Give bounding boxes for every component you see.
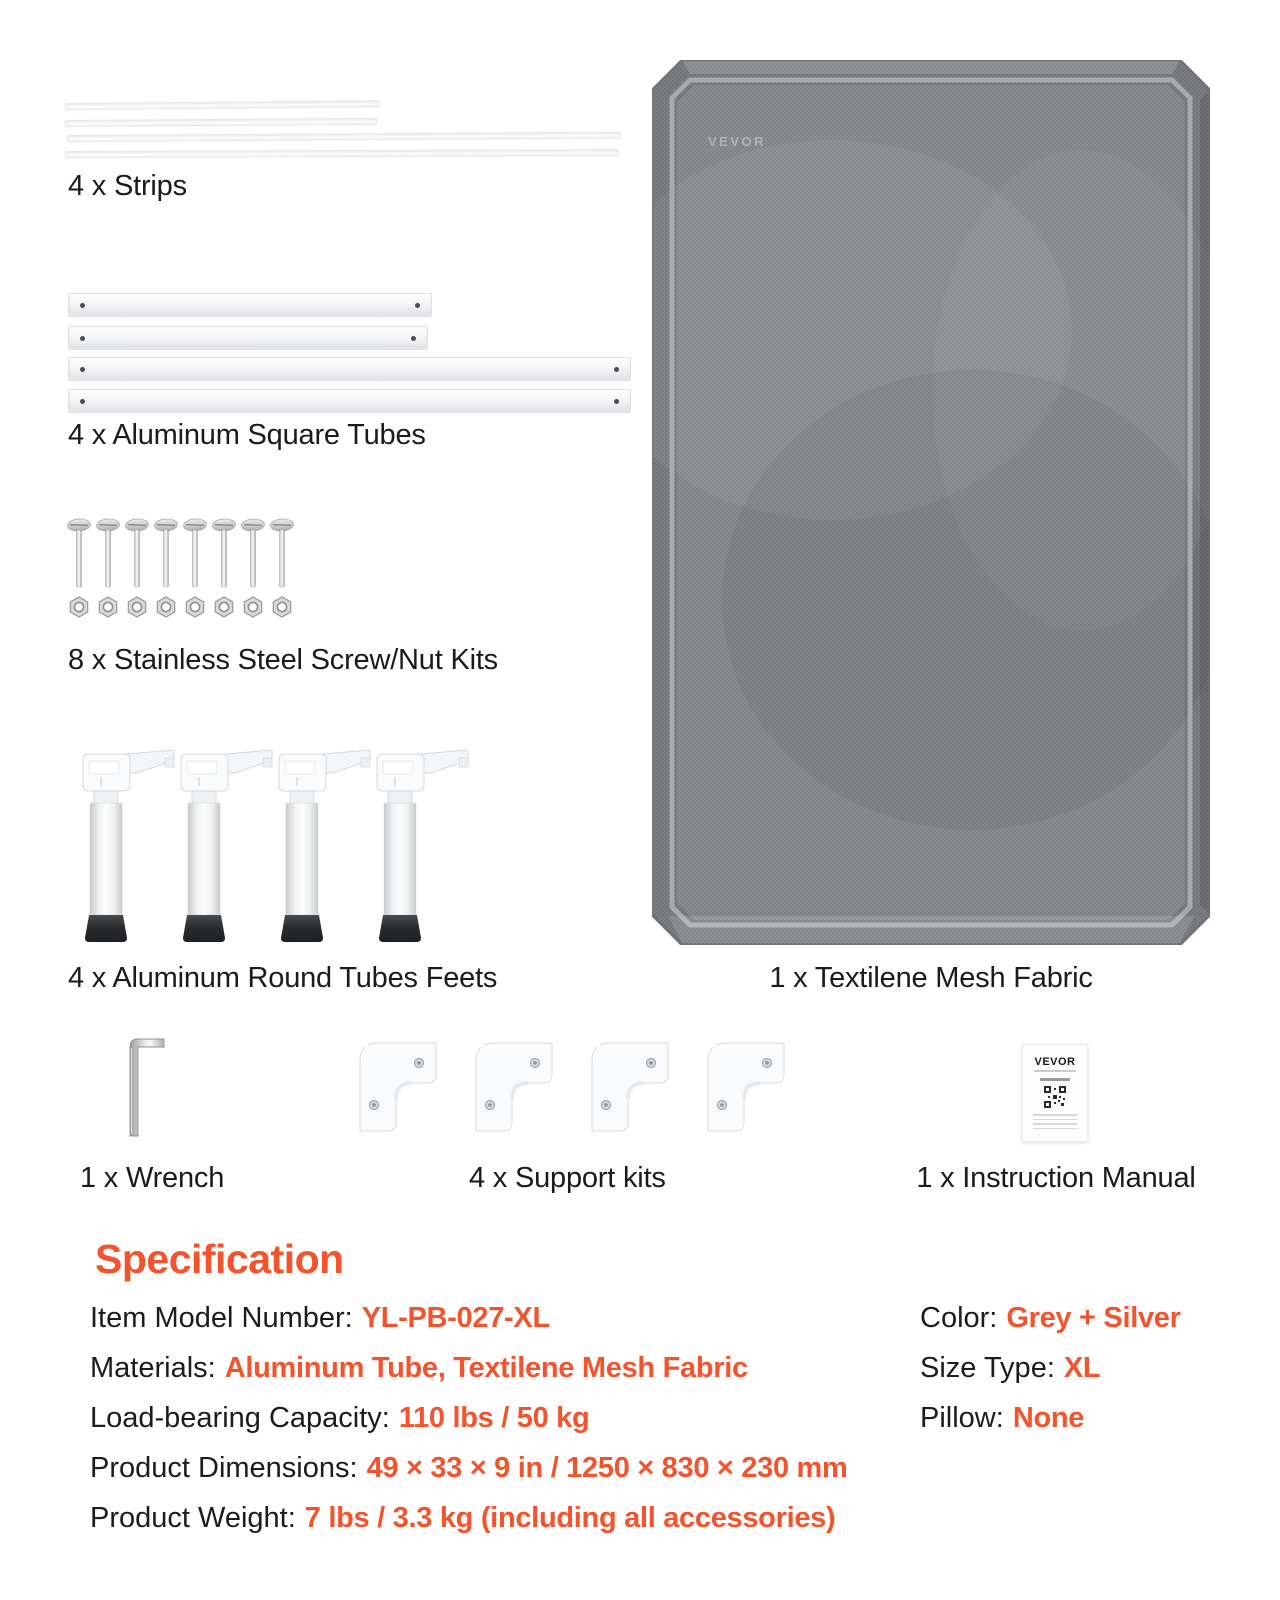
round-tube-feet-label: 4 x Aluminum Round Tubes Feets bbox=[68, 962, 498, 994]
manual-tagline-bar bbox=[1034, 1070, 1076, 1072]
spec-row-pillow bbox=[920, 1393, 1181, 1443]
screw-nut-kit bbox=[153, 518, 179, 620]
spec-row-weight bbox=[90, 1493, 848, 1543]
spec-value: XL bbox=[1063, 1351, 1101, 1384]
support-bracket bbox=[353, 1034, 443, 1138]
wrench-label: 1 x Wrench bbox=[80, 1162, 225, 1194]
spec-value: 7 lbs / 3.3 kg (including all accessories) bbox=[304, 1501, 836, 1534]
mesh-vevor-watermark: VEVOR bbox=[708, 134, 767, 149]
square-tube bbox=[68, 389, 631, 413]
leg bbox=[277, 742, 372, 945]
screw-nut-kit bbox=[124, 518, 150, 620]
spec-value: 110 lbs / 50 kg bbox=[398, 1401, 590, 1434]
screw-nut-kit bbox=[269, 518, 295, 620]
spec-value: YL-PB-027-XL bbox=[361, 1301, 550, 1334]
strip bbox=[65, 100, 380, 110]
leg bbox=[179, 742, 274, 945]
strips-label: 4 x Strips bbox=[68, 170, 187, 202]
square-tube bbox=[68, 326, 428, 350]
manual-text-bar bbox=[1033, 1119, 1077, 1121]
specification-left-column bbox=[90, 1293, 848, 1543]
support-kits-figure bbox=[353, 1034, 791, 1138]
strip bbox=[65, 149, 619, 158]
square-tube bbox=[68, 293, 432, 317]
screw-nut-kit bbox=[240, 518, 266, 620]
spec-value: 49 × 33 × 9 in / 1250 × 830 × 230 mm bbox=[366, 1451, 848, 1484]
screw-nut-kit bbox=[211, 518, 237, 620]
spec-label: Product Dimensions: bbox=[90, 1451, 358, 1484]
spec-row-color bbox=[920, 1293, 1181, 1343]
leg bbox=[81, 742, 176, 945]
support-bracket bbox=[701, 1034, 791, 1138]
manual-vevor-logo: VEVOR bbox=[1034, 1056, 1076, 1068]
spec-row-model-number bbox=[90, 1293, 848, 1343]
spec-label: Load-bearing Capacity: bbox=[90, 1401, 390, 1434]
spec-row-materials bbox=[90, 1343, 848, 1393]
spec-row-size-type bbox=[920, 1343, 1181, 1393]
spec-label: Pillow: bbox=[920, 1401, 1004, 1434]
strip bbox=[65, 118, 377, 127]
manual-title-bar bbox=[1040, 1078, 1070, 1081]
screw-nut-kit bbox=[66, 518, 92, 620]
manual-text-bar bbox=[1033, 1123, 1077, 1125]
support-kits-label: 4 x Support kits bbox=[469, 1162, 666, 1194]
screw-nut-kits-figure bbox=[66, 518, 295, 620]
spec-value: None bbox=[1012, 1401, 1085, 1434]
mesh-fabric-label: 1 x Textilene Mesh Fabric bbox=[769, 962, 1093, 994]
screw-nut-kit bbox=[182, 518, 208, 620]
manual-text-bar bbox=[1033, 1128, 1077, 1130]
mesh-fabric-figure bbox=[652, 60, 1210, 945]
square-tubes-label: 4 x Aluminum Square Tubes bbox=[68, 419, 426, 451]
screw-nut-kit bbox=[95, 518, 121, 620]
spec-value: Aluminum Tube, Textilene Mesh Fabric bbox=[224, 1351, 748, 1384]
leg bbox=[375, 742, 470, 945]
specification-heading: Specification bbox=[95, 1236, 344, 1282]
manual-qr-code bbox=[1044, 1086, 1066, 1108]
spec-label: Color: bbox=[920, 1301, 998, 1334]
spec-label: Product Weight: bbox=[90, 1501, 296, 1534]
square-tube bbox=[68, 357, 631, 381]
screw-nut-kits-label: 8 x Stainless Steel Screw/Nut Kits bbox=[68, 644, 498, 676]
instruction-manual-label: 1 x Instruction Manual bbox=[916, 1162, 1196, 1194]
support-bracket bbox=[585, 1034, 675, 1138]
strip bbox=[67, 132, 621, 142]
spec-row-load-capacity bbox=[90, 1393, 848, 1443]
spec-value: Grey + Silver bbox=[1006, 1301, 1181, 1334]
support-bracket bbox=[469, 1034, 559, 1138]
spec-label: Item Model Number: bbox=[90, 1301, 353, 1334]
spec-row-dimensions bbox=[90, 1443, 848, 1493]
round-tube-feet-figure bbox=[81, 742, 470, 945]
spec-label: Size Type: bbox=[920, 1351, 1055, 1384]
spec-label: Materials: bbox=[90, 1351, 216, 1384]
manual-text-bar bbox=[1033, 1114, 1077, 1116]
allen-wrench-icon bbox=[122, 1030, 170, 1140]
instruction-manual-figure bbox=[1022, 1044, 1088, 1142]
specification-right-column bbox=[920, 1293, 1181, 1443]
wrench-figure bbox=[122, 1030, 170, 1145]
